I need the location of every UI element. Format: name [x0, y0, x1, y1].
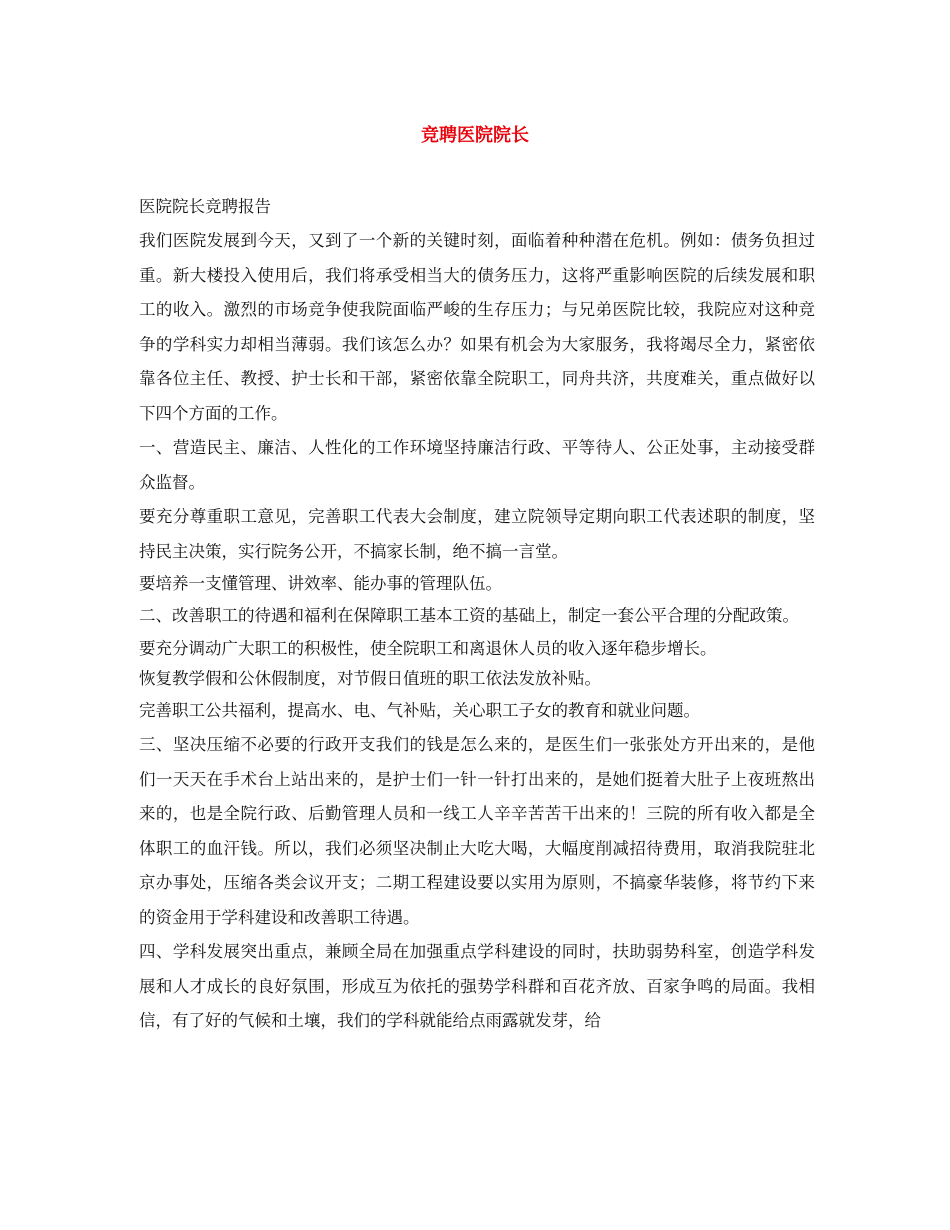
paragraph-intro: 我们医院发展到今天，又到了一个新的关键时刻，面临着种种潜在危机。例如：债务负担过重。新大楼投入使用后，我们将承受相当大的债务压力，这将严重影响医院的后续发展和职工的收入。激烈的市场竞争使我院面临严峻的生存压力；与兄弟医院比较，我院应对这种竞争的学科实力却相当薄弱。我们该怎么办？如果有机会为大家服务，我将竭尽全力，紧密依靠各位主任、教授、护士长和干部，紧密依靠全院职工，同舟共济，共度难关，重点做好以下四个方面的工作。 [139, 231, 815, 423]
paragraph-section-2: 二、改善职工的待遇和福利在保障职工基本工资的基础上，制定一套公平合理的分配政策。 [139, 606, 799, 625]
paragraph-section-2-item-2: 恢复教学假和公休假制度，对节假日值班的职工依法发放补贴。 [139, 668, 601, 688]
paragraph-section-2-item-3: 完善职工公共福利，提高水、电、气补贴，关心职工子女的教育和就业问题。 [139, 700, 700, 720]
paragraph-section-3: 三、坚决压缩不必要的行政开支我们的钱是怎么来的，是医生们一张张处方开出来的，是他们一天天在手术台上站出来的，是护士们一针一针打出来的，是她们挺着大肚子上夜班熬出来的，也是全院行政、后勤管理人员和一线工人辛辛苦苦干出来的！三院的所有收入都是全体职工的血汗钱。所以，我们必须坚决制止大吃大喝，大幅度削减招待费用，取消我院驻北京办事处，压缩各类会议开支；二期工程建设要以实用为原则，不搞豪华装修，将节约下来的资金用于学科建设和改善职工待遇。 [139, 735, 815, 927]
paragraph-section-1: 一、营造民主、廉洁、人性化的工作环境坚持廉洁行政、平等待人、公正处事，主动接受群众监督。 [139, 438, 815, 492]
document-title: 竞聘医院院长 [421, 125, 529, 146]
paragraph-subtitle: 医院院长竞聘报告 [139, 197, 271, 216]
paragraph-section-1-item-1: 要充分尊重职工意见，完善职工代表大会制度，建立院领导定期向职工代表述职的制度，坚持民主决策，实行院务公开，不搞家长制，绝不搞一言堂。 [139, 507, 815, 561]
document-body [139, 193, 815, 1039]
paragraph-section-1-item-2: 要培养一支懂管理、讲效率、能办事的管理队伍。 [139, 574, 502, 593]
paragraph-section-4: 四、学科发展突出重点，兼顾全局在加强重点学科建设的同时，扶助弱势科室，创造学科发展和人才成长的良好氛围，形成互为依托的强势学科群和百花齐放、百家争鸣的局面。我相信，有了好的气候和土壤，我们的学科就能给点雨露就发芽，给 [139, 942, 815, 1030]
paragraph-section-2-item-1: 要充分调动广大职工的积极性，使全院职工和离退休人员的收入逐年稳步增长。 [139, 638, 717, 658]
